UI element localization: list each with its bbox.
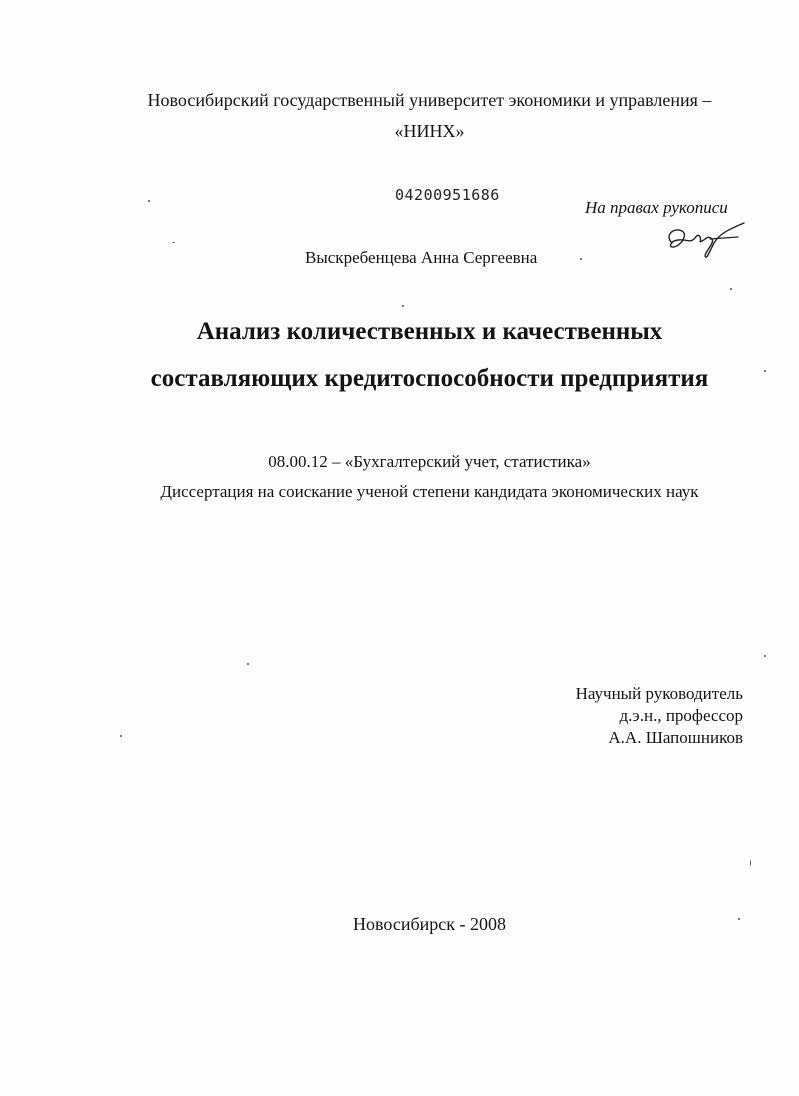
scan-speck (764, 655, 766, 657)
handwritten-signature (660, 213, 750, 263)
university-line-2: «НИНХ» (394, 121, 465, 141)
supervisor-role: Научный руководитель (575, 684, 743, 703)
rights-note: На правах рукописи (585, 198, 728, 217)
scan-speck (120, 735, 122, 737)
degree-statement: Диссертация на соискание ученой степени кандидата экономических наук (160, 482, 699, 501)
thesis-title-line-1: Анализ количественных и качественных (196, 318, 663, 345)
scan-speck (148, 200, 150, 202)
author-name: Выскребенцева Анна Сергеевна (305, 248, 538, 267)
city-year: Новосибирск - 2008 (353, 914, 506, 934)
specialty-code: 08.00.12 – «Бухгалтерский учет, статистика» (268, 452, 591, 471)
scan-speck (402, 305, 404, 307)
scan-speck (764, 370, 766, 372)
scan-speck (738, 918, 740, 920)
scan-speck (730, 288, 732, 290)
archive-number: 04200951686 (395, 186, 500, 204)
supervisor-block (576, 683, 743, 749)
scan-speck (580, 258, 582, 260)
supervisor-rank: д.э.н., профессор (619, 706, 743, 725)
scan-speck (172, 242, 175, 243)
scan-speck (247, 663, 249, 665)
thesis-title-line-2: составляющих кредитоспособности предприятия (150, 365, 709, 392)
supervisor-name: А.А. Шапошников (608, 728, 743, 747)
university-line-1: Новосибирский государственный университет экономики и управления – (147, 90, 712, 110)
scan-speck (750, 860, 751, 866)
